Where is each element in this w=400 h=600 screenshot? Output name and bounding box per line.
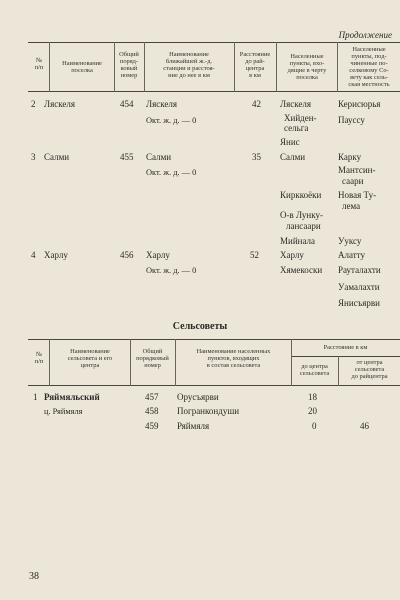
t1-header-subordinate: Населенные пункты, под- чиненные по- селковому Со- вету как сель- ская местность [348,46,390,88]
t1-header-distance: Расстояние до рай- центра в км [239,51,271,79]
page-number: 38 [29,571,39,582]
t1-header-num: № п/п [34,57,44,71]
t1-row-subordinate: Уамалахти [338,282,380,292]
t1-row-subordinate: саари [342,176,364,186]
t1-row-station-line: Окт. ж. д. — 0 [146,116,197,125]
t1-row-included: Харлу [280,250,304,260]
t2-row-to-center: 20 [308,406,317,416]
t1-row-included: сельга [284,123,309,133]
t1-row-distance: 35 [252,152,261,162]
t1-header-name: Наименование поселка [62,60,102,74]
t1-row-distance: 42 [252,99,261,109]
t1-row-included: Кирккоёки [280,190,322,200]
t1-row-included: Хямекоски [280,265,323,275]
t2-header-name: Наименование сельсовета и его центра [67,348,113,369]
t1-row-general-no: 456 [120,250,134,260]
t1-row-subordinate: Керисюрья [338,99,381,109]
t1-row-subordinate: Алатту [338,250,365,260]
t1-row-name: Салми [44,152,70,162]
t1-row-included: Хийден- [284,113,317,123]
t2-row-to-center: 0 [312,421,317,431]
t2-header-to-raion: от центра сельсовета до райцентра [351,359,388,380]
t2-row-to-center: 18 [308,392,317,402]
continuation-label: Продолжение [338,30,392,40]
t2-row-name: ц. Ряймяля [44,407,83,416]
t1-row-subordinate: Янисъярви [338,298,380,308]
t1-row-subordinate: лема [342,201,361,211]
t1-row-subordinate: Пауссу [338,115,365,125]
t2-header-to-center: до центра сельсовета [299,363,330,377]
section-title: Сельсоветы [172,321,228,332]
t1-row-included: Ляскеля [280,99,312,109]
table1-top-rule [28,42,400,43]
t1-row-included: лансаари [286,221,321,231]
t1-row-distance: 52 [250,250,259,260]
t1-row-name: Ляскеля [44,99,76,109]
t1-header-station: Наименование ближайшей ж.-д. станции и расстоя- ние до нее в км [163,51,215,79]
t1-row-subordinate: Новая Ту- [338,190,377,200]
t2-row-settlement: Погранкондуши [177,406,240,416]
t2-header-general-no: Общий порядковый номер [136,348,169,369]
t1-row-included: Салми [280,152,306,162]
t1-row-general-no: 454 [120,99,134,109]
t1-row-station: Салми [146,152,172,162]
t1-row-included: Мийнала [280,236,316,246]
t2-header-distance-group: Расстояние в км [323,344,368,351]
t1-header-included: Населенные пункты, вхо- дящие в черту поселка [287,53,327,81]
t1-row-subordinate: Ууксу [338,236,362,246]
t1-row-station-line: Окт. ж. д. — 0 [146,168,197,177]
t1-row-num: 3 [31,152,36,162]
t2-header-num: № п/п [34,351,44,365]
t1-row-subordinate: Карку [338,152,362,162]
t2-row-to-raion: 46 [360,421,369,431]
table2-top-rule [28,339,400,340]
t2-row-settlement: Ряймяля [177,421,210,431]
t1-header-general-no: Общий поряд- ковый номер [119,51,139,79]
t1-row-general-no: 455 [120,152,134,162]
t2-row-settlement: Орусъярви [177,392,219,402]
t1-row-subordinate: Мантсин- [338,165,376,175]
t1-row-included: Янис [280,137,300,147]
t1-row-station: Харлу [146,250,170,260]
t2-row-general-no: 459 [145,421,159,431]
t2-row-name: Ряймяльский [44,392,100,402]
t2-header-settlements: Наименование населенных пунктов, входящих в состав сельсовета [196,348,271,369]
table2-header-rule [28,385,400,386]
t1-row-name: Харлу [44,250,68,260]
t1-row-station-line: Окт. ж. д. — 0 [146,266,197,275]
t1-row-subordinate: Рауталахти [338,265,381,275]
t1-row-station: Ляскеля [146,99,178,109]
t1-row-included: О-в Лунку- [280,210,323,220]
t2-row-general-no: 458 [145,406,159,416]
t1-row-num: 2 [31,99,36,109]
table2-group-rule [291,356,400,357]
t2-row-general-no: 457 [145,392,159,402]
t2-row-num: 1 [33,392,38,402]
t1-row-num: 4 [31,250,36,260]
table1-header-rule [28,91,400,92]
